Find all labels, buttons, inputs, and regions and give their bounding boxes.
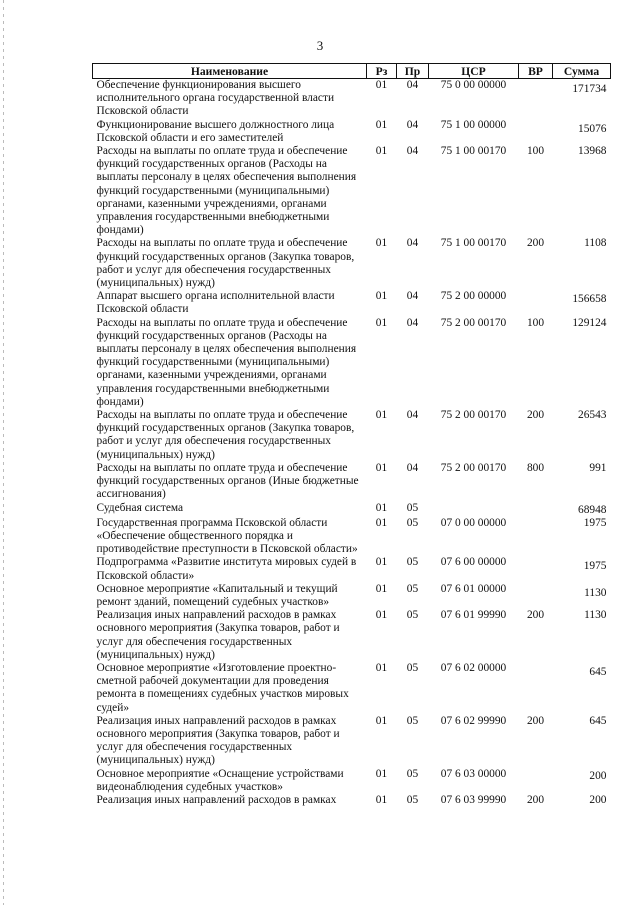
row-pr: 04: [406, 290, 419, 303]
row-vr: [519, 290, 553, 316]
row-csr: 75 2 00 00170: [440, 461, 507, 474]
row-sum: 13968: [578, 145, 607, 158]
table-row: [93, 517, 611, 557]
row-sum: 15076: [578, 122, 607, 135]
row-sum: 1975: [583, 516, 607, 529]
row-csr: 07 6 01 99990: [440, 609, 507, 622]
row-vr: 200: [526, 714, 545, 727]
table-row: [93, 237, 611, 290]
column-header-vr: ВР: [519, 64, 553, 79]
row-name: Расходы на выплаты по оплате труда и обеспечение функций государственных органов (Расходы на выплаты персоналу в целях обеспечения выполнения функций государственными (муниципальными) органами, казенными учреждениями, органами управления государственными внебюджетными фондами): [96, 316, 357, 408]
table-row: [93, 768, 611, 794]
row-rz: 01: [375, 237, 388, 250]
row-vr: [519, 556, 553, 582]
row-rz: 01: [375, 79, 388, 91]
row-vr: [519, 768, 553, 794]
column-header-name: Наименование: [93, 64, 367, 79]
row-csr: 07 6 02 99990: [440, 714, 507, 727]
row-csr: 75 1 00 00170: [440, 145, 507, 158]
row-rz: 01: [375, 582, 388, 595]
row-csr: [429, 502, 519, 517]
table-row: [93, 609, 611, 662]
row-rz: 01: [375, 767, 388, 780]
table-row: [93, 290, 611, 316]
table-row: [93, 794, 611, 807]
row-pr: 05: [406, 582, 419, 595]
row-pr: 04: [406, 409, 419, 422]
table-row: [93, 119, 611, 145]
row-csr: 75 2 00 00170: [440, 316, 507, 329]
row-pr: 04: [406, 461, 419, 474]
table-row: [93, 583, 611, 609]
row-csr: 07 0 00 00000: [440, 516, 507, 529]
row-rz: 01: [375, 609, 388, 622]
row-name: Судебная система: [96, 501, 184, 514]
row-rz: 01: [375, 516, 388, 529]
row-csr: 07 6 01 00000: [440, 582, 507, 595]
row-sum: 645: [589, 665, 607, 678]
table-header-row: [93, 64, 611, 79]
row-csr: 75 0 00 00000: [440, 79, 507, 91]
row-vr: [519, 119, 553, 145]
row-csr: 75 2 00 00000: [440, 290, 507, 303]
table-row: [93, 317, 611, 409]
row-sum: 156658: [572, 293, 607, 306]
row-pr: 05: [406, 767, 419, 780]
table-row: [93, 79, 611, 119]
row-name: Функционирование высшего должностного лица Псковской области и его заместителей: [96, 118, 335, 144]
row-sum: 1975: [583, 560, 607, 573]
row-vr: [519, 517, 553, 557]
row-name: Реализация иных направлений расходов в рамках основного мероприятия (Закупка товаров, работ и услуг для обеспечения государственных (муниципальных) нужд): [96, 609, 340, 661]
row-rz: 01: [375, 145, 388, 158]
row-sum: 68948: [578, 503, 607, 516]
row-rz: 01: [375, 556, 388, 569]
row-vr: [519, 502, 553, 517]
row-name: Расходы на выплаты по оплате труда и обеспечение функций государственных органов (Закупка товаров, работ и услуг для обеспечения государственных (муниципальных) нужд): [96, 409, 355, 461]
row-name: Подпрограмма «Развитие института мировых судей в Псковской области»: [96, 556, 357, 582]
row-sum: 171734: [572, 83, 607, 95]
row-csr: 75 1 00 00170: [440, 237, 507, 250]
row-vr: 200: [526, 409, 545, 422]
column-header-pr: Пр: [397, 64, 429, 79]
row-csr: 07 6 00 00000: [440, 556, 507, 569]
row-name: Реализация иных направлений расходов в рамках: [96, 793, 337, 806]
row-rz: 01: [375, 714, 388, 727]
table-row: [93, 556, 611, 582]
row-csr: 07 6 02 00000: [440, 661, 507, 674]
row-sum: 26543: [578, 409, 607, 422]
row-rz: 01: [375, 118, 388, 131]
table-row: [93, 662, 611, 715]
table-row: [93, 145, 611, 237]
row-pr: 04: [406, 118, 419, 131]
row-vr: 800: [526, 461, 545, 474]
row-rz: 01: [375, 316, 388, 329]
row-pr: 04: [406, 79, 419, 91]
table-body: [93, 79, 611, 808]
row-pr: 05: [406, 501, 419, 514]
table-row: [93, 715, 611, 768]
row-pr: 05: [406, 609, 419, 622]
row-pr: 04: [406, 145, 419, 158]
row-vr: [519, 583, 553, 609]
row-rz: 01: [375, 409, 388, 422]
column-header-rz: Рз: [367, 64, 397, 79]
row-rz: 01: [375, 290, 388, 303]
row-csr: 75 1 00 00000: [440, 118, 507, 131]
row-name: Основное мероприятие «Оснащение устройствами видеонаблюдения судебных участков»: [96, 767, 344, 793]
row-name: Основное мероприятие «Капитальный и текущий ремонт зданий, помещений судебных участков»: [96, 582, 338, 608]
row-sum: 1130: [584, 586, 607, 599]
row-rz: 01: [375, 501, 388, 514]
row-sum: 200: [589, 769, 607, 782]
row-vr: [519, 79, 553, 119]
row-pr: 05: [406, 516, 419, 529]
row-csr: 07 6 03 99990: [440, 793, 507, 806]
table-row: [93, 462, 611, 502]
row-pr: 04: [406, 316, 419, 329]
row-vr: 100: [526, 145, 545, 158]
row-rz: 01: [375, 661, 388, 674]
scan-edge: [3, 0, 4, 905]
row-sum: 200: [589, 793, 607, 806]
column-header-csr: ЦСР: [429, 64, 519, 79]
column-header-sum: Сумма: [553, 64, 611, 79]
budget-table: [92, 63, 611, 807]
row-vr: [519, 662, 553, 715]
table-row: [93, 409, 611, 462]
row-csr: 07 6 03 00000: [440, 767, 507, 780]
row-pr: 05: [406, 714, 419, 727]
row-name: Основное мероприятие «Изготовление проектно-сметной рабочей документации для проведения ремонта в помещениях судебных участков мировых судей»: [96, 661, 349, 714]
row-pr: 05: [406, 793, 419, 806]
page-number: 3: [316, 38, 324, 53]
row-vr: 200: [526, 609, 545, 622]
row-name: Государственная программа Псковской области «Обеспечение общественного порядка и противодействие преступности в Псковской области»: [96, 516, 358, 556]
row-csr: 75 2 00 00170: [440, 409, 507, 422]
row-pr: 05: [406, 661, 419, 674]
row-vr: 100: [526, 316, 545, 329]
row-sum: 129124: [572, 316, 607, 329]
row-name: Расходы на выплаты по оплате труда и обеспечение функций государственных органов (Закупка товаров, работ и услуг для обеспечения государственных (муниципальных) нужд): [96, 237, 355, 290]
row-name: Расходы на выплаты по оплате труда и обеспечение функций государственных органов (Расходы на выплаты персоналу в целях обеспечения выполнения функций государственными (муниципальными) органами, казенными учреждениями, органами управления государственными внебюджетными фондами): [96, 145, 357, 237]
row-name: Обеспечение функционирования высшего исполнительного органа государственной власти Псковской области: [96, 79, 335, 118]
row-vr: 200: [526, 237, 545, 250]
row-pr: 04: [406, 237, 419, 250]
table-row: [93, 502, 611, 517]
row-sum: 1108: [584, 237, 607, 250]
row-name: Аппарат высшего органа исполнительной власти Псковской области: [96, 290, 335, 316]
row-name: Реализация иных направлений расходов в рамках основного мероприятия (Закупка товаров, работ и услуг для обеспечения государственных (муниципальных) нужд): [96, 714, 340, 767]
row-pr: 05: [406, 556, 419, 569]
row-sum: 1130: [584, 609, 607, 622]
row-sum: 991: [589, 461, 607, 474]
row-rz: 01: [375, 793, 388, 806]
row-vr: 200: [526, 793, 545, 806]
row-sum: 645: [589, 714, 607, 727]
row-rz: 01: [375, 461, 388, 474]
row-name: Расходы на выплаты по оплате труда и обеспечение функций государственных органов (Иные бюджетные ассигнования): [96, 461, 359, 501]
